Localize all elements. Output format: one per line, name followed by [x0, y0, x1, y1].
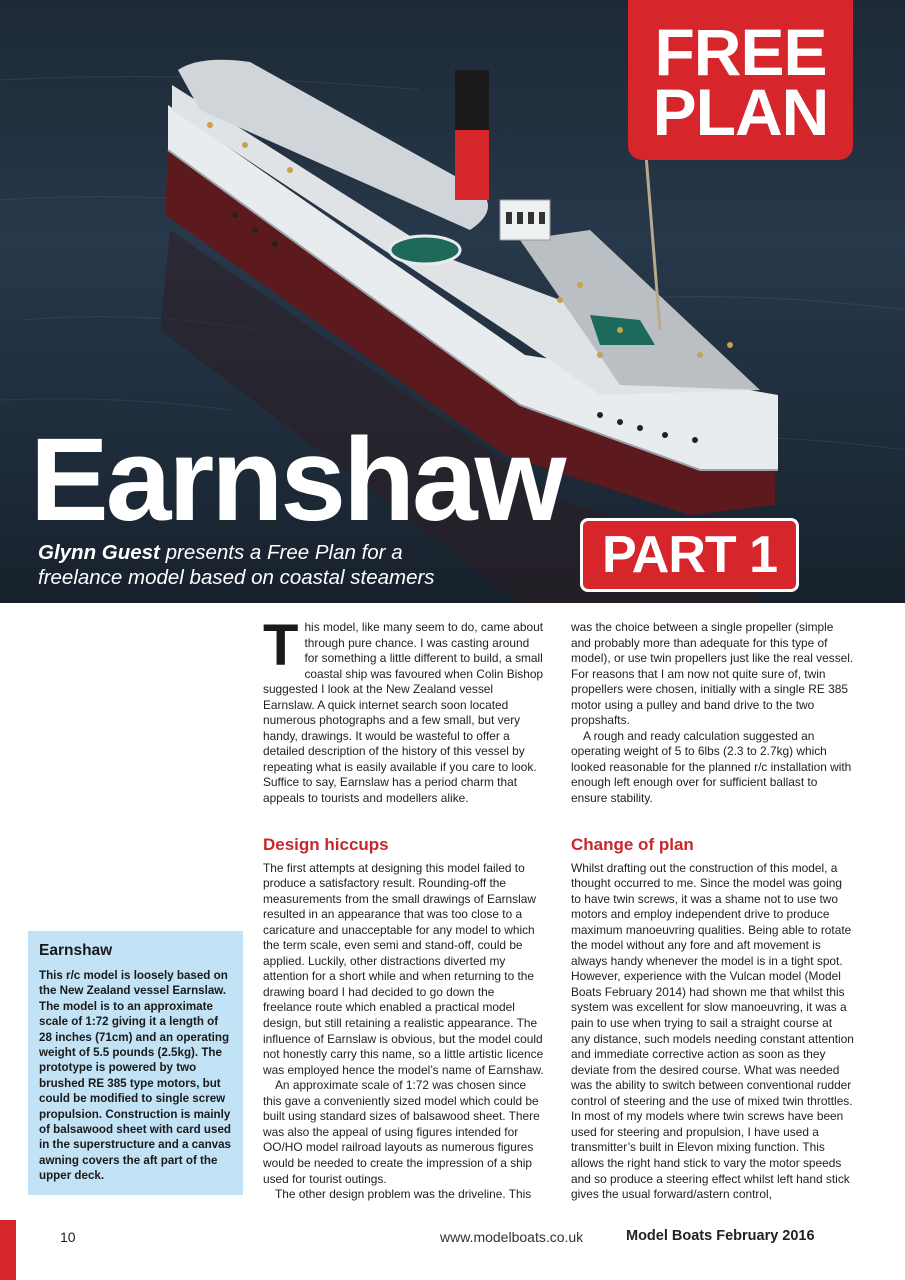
part-badge: PART 1 [580, 518, 799, 592]
free-plan-line1: FREE [654, 15, 827, 89]
paragraph: An approximate scale of 1:72 was chosen since this gave a conveniently sized model which could be built using standard sizes of balsawood sheet. There was also the appeal of using figures intended for OO/HO model railroad layouts as numerous figures would be needed to create the impression of a ship used for tourist outings. [263, 1078, 540, 1186]
paragraph: A rough and ready calculation suggested an operating weight of 5 to 6lbs (2.3 to 2.7kg) which looked reasonable for the planned r/c installation with enough left enough over for sufficient ballast to ensure stability. [571, 728, 852, 806]
paragraph: was the choice between a single propeller (simple and probably more than adequate for this type of model), or use twin propellers just like the real vessel. For reasons that I am now not quite sure of, twin propellers were chosen, initially with a single RE 385 motor using a pulley and band drive to the two propshafts. [571, 620, 854, 728]
free-plan-badge [628, 0, 853, 160]
subtitle-line2: freelance model based on coastal steamers [38, 566, 435, 589]
paragraph: Whilst drafting out the construction of this model, a thought occurred to me. Since the model was going to have twin screws, it was a shame not to use two motors and employ independent drive to produce maximum manoeuvring qualities. Being able to rotate the model without any fore and aft movement is always handy whenever the model is in a tight spot. However, experience with the Vulcan model (Model Boats February 2014) had shown me that whilst this system was excellent for slow manoeuvring, it was a pain to use when trying to sail a straight course at any distance, such models needing constant attention and immediate corrective action as soon as they deviate from the desired course. What was needed was the ability to switch between conventional rudder control of steering and the use of mixed twin throttles. In most of my models where twin screws have been used for steering and propulsion, I have used a transmitter’s built in Elevon mixing function. This allows the right hand stick to vary the motor speeds and so produce a steering effect whilst left hand stick gives the usual forward/astern control, [571, 860, 854, 1202]
page-number: 10 [60, 1229, 76, 1245]
magazine-issue: Model Boats February 2016 [626, 1228, 815, 1244]
sidebar-title: Earnshaw [39, 942, 113, 959]
website-link[interactable]: www.modelboats.co.uk [440, 1229, 584, 1245]
author-name: Glynn Guest [38, 541, 160, 564]
section-heading-change-of-plan: Change of plan [571, 834, 694, 854]
footer-accent-bar [0, 1220, 16, 1280]
paragraph: The first attempts at designing this model failed to produce a satisfactory result. Rounding-off the measurements from the small drawings of Earnslaw resulted in an appearance that was too close to a caricature and unacceptable for any model to which the term scale, even semi and stand-off, could be applied. Luckily, other distractions diverted my attention for a short while and when returning to the drawing board I had decided to go down the freelance route which enabled a practical model design, but still retaining a realistic appearance. The influence of Earnslaw is obvious, but the model could not honestly carry this name, so a little artistic licence was employed hence the model’s name of Earnshaw. [263, 860, 544, 1077]
info-sidebar [28, 931, 243, 1195]
article-column-1 [263, 613, 546, 1203]
intro-paragraph [263, 613, 546, 807]
article-title: Earnshaw [30, 414, 564, 546]
drop-cap: T [263, 613, 299, 678]
paragraph: The other design problem was the driveline. This [275, 1187, 532, 1202]
intro-text: his model, like many seem to do, came about through pure chance. I was casting around for something a little different to build, a small coastal ship was favoured when Colin Bishop suggested I look at the New Zealand vessel Earnslaw. A quick internet search soon located numerous photographs and a few small, but very handy, drawings. It would be wasteful to offer a detailed description of the history of this vessel by repeating what is easily available if you care to look. Suffice to say, Earnslaw has a period charm that appeals to tourists and modellers alike. [263, 620, 544, 806]
subtitle-text: presents a Free Plan for a [159, 541, 403, 564]
hero-photo [0, 0, 905, 603]
sidebar-body: This r/c model is loosely based on the New Zealand vessel Earnslaw. The model is to an approximate scale of 1:72 giving it a length of 28 inches (71cm) and an operating weight of 5.5 pounds (2.5kg). The prototype is powered by two brushed RE 385 type motors, but could be modified to single screw propulsion. Construction is mainly of balsawood sheet with card used in the superstructure and a canvas awning covers the aft part of the upper deck. [39, 969, 232, 1183]
article-column-2 [571, 620, 854, 1203]
free-plan-line2: PLAN [652, 75, 829, 149]
section-heading-design-hiccups: Design hiccups [263, 834, 389, 854]
article-subtitle [38, 540, 435, 590]
